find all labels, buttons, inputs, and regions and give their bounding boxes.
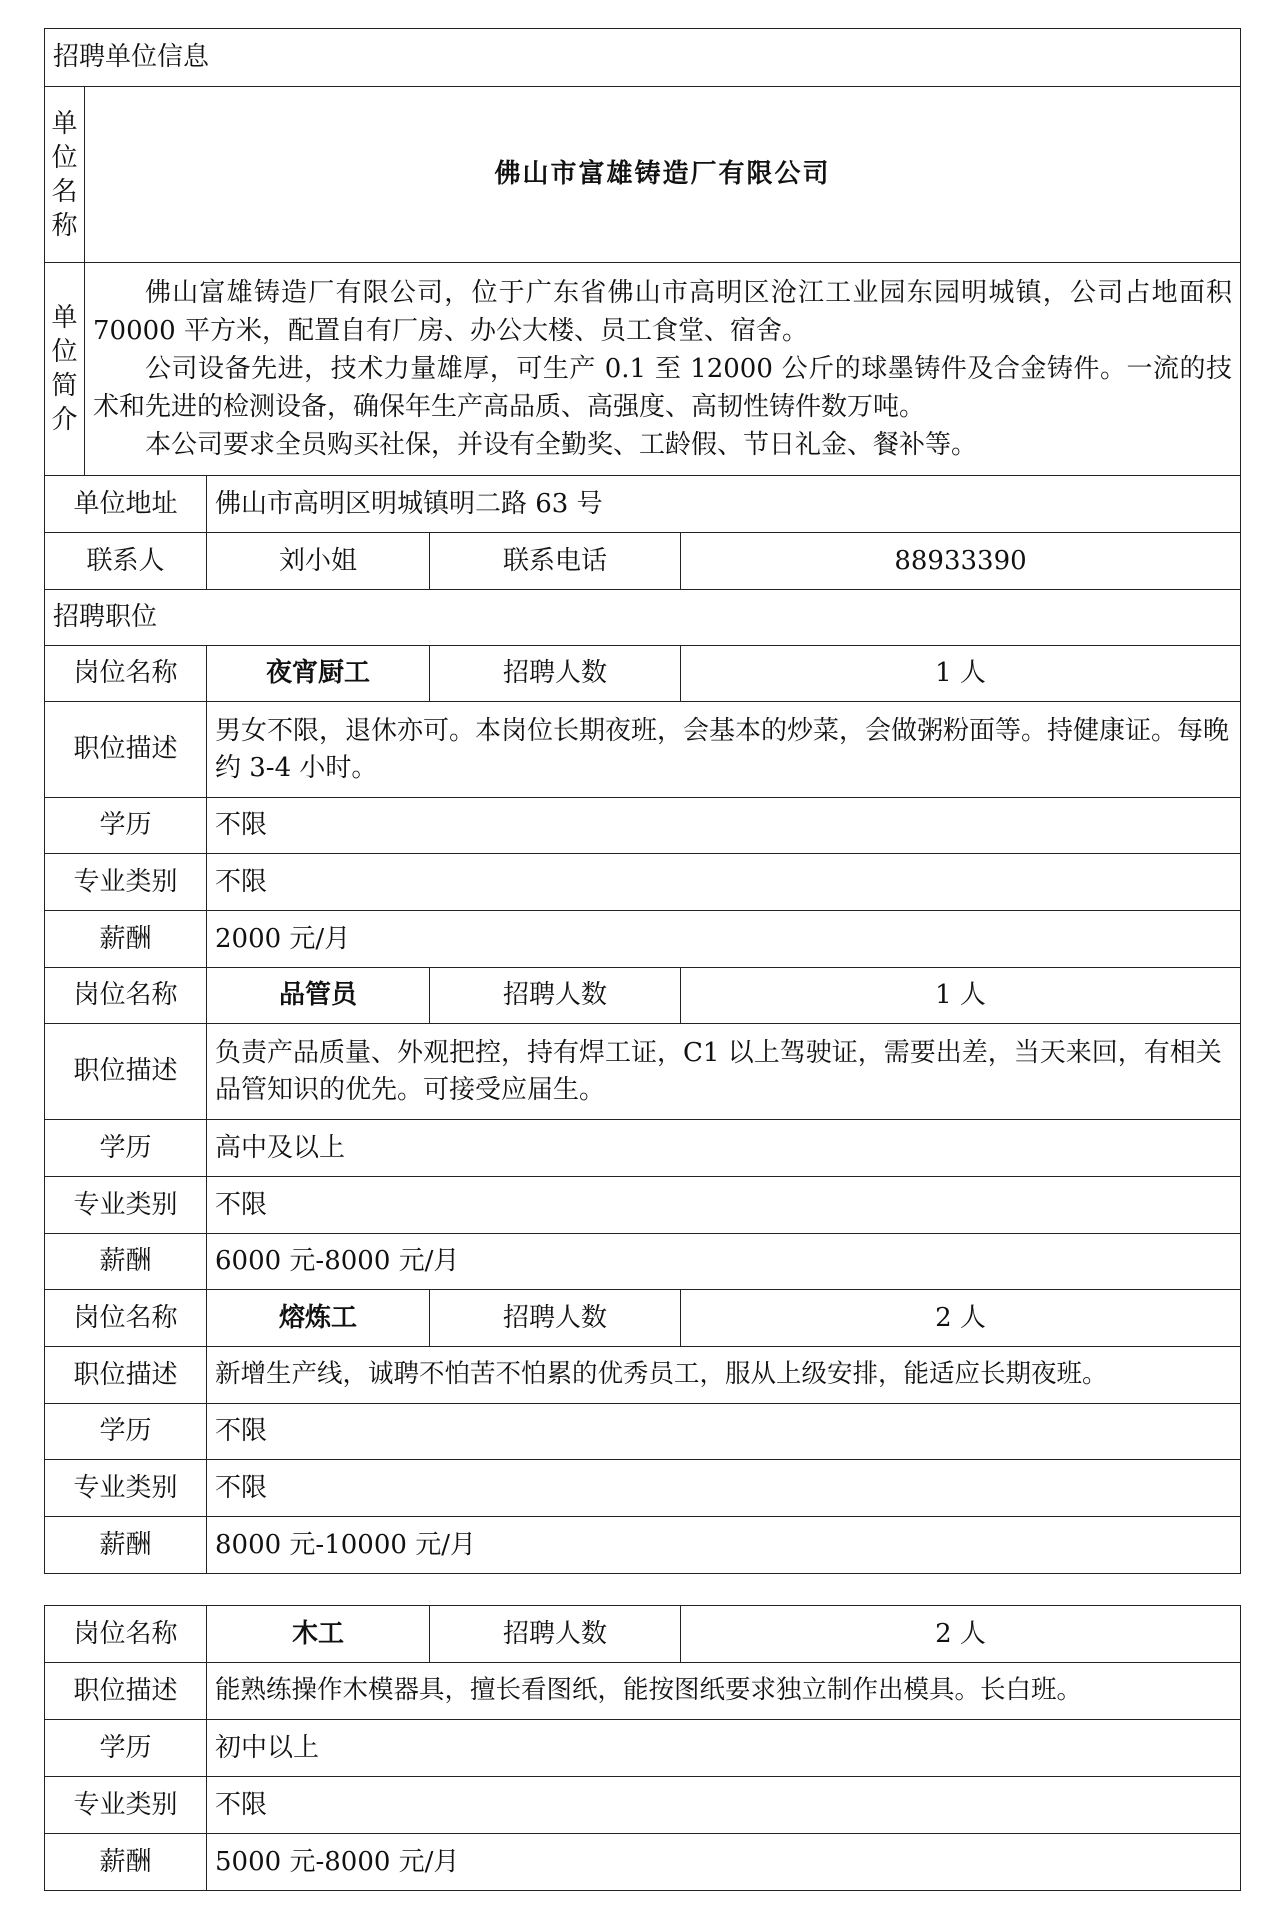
- salary-label: 薪酬: [45, 1517, 207, 1574]
- job-description: 能熟练操作木模器具，擅长看图纸，能按图纸要求独立制作出模具。长白班。: [207, 1663, 1241, 1720]
- phone-value: 88933390: [681, 533, 1241, 590]
- job-name: 夜宵厨工: [207, 646, 430, 702]
- salary-label: 薪酬: [45, 1234, 207, 1290]
- education-label: 学历: [45, 798, 207, 854]
- major-value: 不限: [207, 1777, 1241, 1834]
- address-value: 佛山市高明区明城镇明二路 63 号: [207, 476, 1241, 533]
- job-name: 木工: [207, 1606, 430, 1663]
- job-name-label: 岗位名称: [45, 646, 207, 702]
- job-name: 品管员: [207, 968, 430, 1024]
- salary-label: 薪酬: [45, 911, 207, 968]
- headcount-value: 2 人: [681, 1606, 1241, 1663]
- contact-value: 刘小姐: [207, 533, 430, 590]
- section-company-header: 招聘单位信息: [45, 29, 1241, 87]
- education-value: 高中及以上: [207, 1120, 1241, 1177]
- education-value: 初中以上: [207, 1720, 1241, 1777]
- headcount-label: 招聘人数: [430, 968, 681, 1024]
- salary-value: 5000 元-8000 元/月: [207, 1834, 1241, 1891]
- intro-paragraph: 佛山富雄铸造厂有限公司，位于广东省佛山市高明区沧江工业园东园明城镇，公司占地面积 70000 平方米，配置自有厂房、办公大楼、员工食堂、宿舍。: [93, 278, 1233, 346]
- major-value: 不限: [207, 1460, 1241, 1517]
- job-name-label: 岗位名称: [45, 1606, 207, 1663]
- job-name-label: 岗位名称: [45, 1290, 207, 1347]
- company-name-label: 单 位 名 称: [45, 87, 85, 263]
- description-label: 职位描述: [45, 1663, 207, 1720]
- education-value: 不限: [207, 798, 1241, 854]
- salary-value: 8000 元-10000 元/月: [207, 1517, 1241, 1574]
- major-label: 专业类别: [45, 1460, 207, 1517]
- major-label: 专业类别: [45, 1777, 207, 1834]
- description-label: 职位描述: [45, 1024, 207, 1120]
- description-label: 职位描述: [45, 702, 207, 798]
- education-label: 学历: [45, 1720, 207, 1777]
- headcount-value: 2 人: [681, 1290, 1241, 1347]
- job-name: 熔炼工: [207, 1290, 430, 1347]
- major-label: 专业类别: [45, 1177, 207, 1234]
- salary-value: 2000 元/月: [207, 911, 1241, 968]
- major-value: 不限: [207, 854, 1241, 911]
- address-label: 单位地址: [45, 476, 207, 533]
- job-row-title: [45, 646, 1241, 702]
- headcount-label: 招聘人数: [430, 1290, 681, 1347]
- section-jobs-header: 招聘职位: [45, 590, 1241, 646]
- company-name: 佛山市富雄铸造厂有限公司: [85, 87, 1241, 263]
- salary-value: 6000 元-8000 元/月: [207, 1234, 1241, 1290]
- headcount-label: 招聘人数: [430, 646, 681, 702]
- major-label: 专业类别: [45, 854, 207, 911]
- intro-paragraph: 公司设备先进，技术力量雄厚，可生产 0.1 至 12000 公斤的球墨铸件及合金铸件。一流的技术和先进的检测设备，确保年生产高品质、高强度、高韧性铸件数万吨。: [93, 354, 1233, 422]
- major-value: 不限: [207, 1177, 1241, 1234]
- company-intro: [85, 263, 1241, 476]
- intro-label: 单 位 简 介: [45, 263, 85, 476]
- recruitment-table: [44, 28, 1241, 1574]
- phone-label: 联系电话: [430, 533, 681, 590]
- job-description: 新增生产线，诚聘不怕苦不怕累的优秀员工，服从上级安排，能适应长期夜班。: [207, 1347, 1241, 1404]
- headcount-value: 1 人: [681, 968, 1241, 1024]
- intro-paragraph: 本公司要求全员购买社保，并设有全勤奖、工龄假、节日礼金、餐补等。: [145, 430, 978, 460]
- salary-label: 薪酬: [45, 1834, 207, 1891]
- education-label: 学历: [45, 1404, 207, 1460]
- headcount-label: 招聘人数: [430, 1606, 681, 1663]
- education-label: 学历: [45, 1120, 207, 1177]
- headcount-value: 1 人: [681, 646, 1241, 702]
- description-label: 职位描述: [45, 1347, 207, 1404]
- job-description: 男女不限，退休亦可。本岗位长期夜班，会基本的炒菜，会做粥粉面等。持健康证。每晚约 3-4 小时。: [207, 702, 1241, 798]
- recruitment-table-continued: [44, 1605, 1241, 1891]
- job-name-label: 岗位名称: [45, 968, 207, 1024]
- education-value: 不限: [207, 1404, 1241, 1460]
- contact-label: 联系人: [45, 533, 207, 590]
- job-description: 负责产品质量、外观把控，持有焊工证，C1 以上驾驶证，需要出差，当天来回，有相关品管知识的优先。可接受应届生。: [207, 1024, 1241, 1120]
